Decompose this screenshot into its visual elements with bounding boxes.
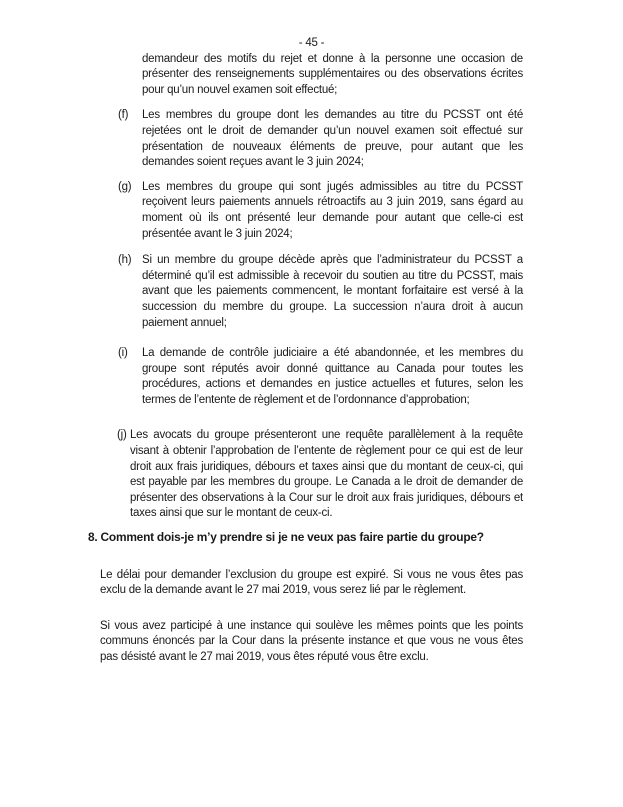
- paragraph-other-proceeding: Si vous avez participé à une instance qui soulève les mêmes points que les points communs énoncés par la Cour dans la présente instance et que vous ne vous êtes pas désisté avant le 27 mai 2019, vous êtes réputé vous être exclu.: [100, 619, 523, 663]
- list-item-label: (g): [118, 180, 132, 193]
- list-item-label: (i): [118, 347, 128, 360]
- list-item-text: Si un membre du groupe décède après que l’administrateur du PCSST a déterminé qu’il est admissible à recevoir du soutien au titre du PCSST, mais avant que les paiements commencent, le montant forfaitaire est versé à la succession du membre du groupe. La succession n’aura droit à aucun paiement annuel;: [142, 254, 523, 329]
- paragraph-exclusion-deadline: Le délai pour demander l’exclusion du groupe est expiré. Si vous ne vous êtes pas exclu de la demande avant le 27 mai 2019, vous serez lié par le règlement.: [100, 568, 523, 597]
- list-item-text: Les membres du groupe qui sont jugés admissibles au titre du PCSST reçoivent leurs paiements annuels rétroactifs au 3 juin 2019, sans égard au moment où ils ont présenté leur demande pour autant que celle-ci est présentée avant le 3 juin 2024;: [142, 180, 523, 240]
- list-item-h: [100, 253, 523, 331]
- list-item-j: [100, 428, 523, 522]
- section-heading: 8. Comment dois-je m’y prendre si je ne veux pas faire partie du groupe?: [88, 530, 484, 545]
- page-number: - 45 -: [298, 37, 325, 49]
- list-item-g: [100, 180, 523, 242]
- list-item-label: (h): [118, 254, 132, 267]
- list-item-text: La demande de contrôle judiciaire a été abandonnée, et les membres du groupe sont réputés avoir donné quittance au Canada pour toutes les procédures, actions et demandes en justice actuelles et futures, selon les termes de l’entente de règlement et de l’ordonnance d’approbation;: [142, 347, 523, 406]
- list-item-label: (f): [118, 109, 129, 122]
- list-item-f: [100, 108, 523, 170]
- list-item-label: (j): [117, 429, 127, 442]
- list-item-text: Les membres du groupe dont les demandes au titre du PCSST ont été rejetées ont le droit de demander qu’un nouvel examen soit effectué sur présentation de nouveaux éléments de preuve, pour autant que les demandes soient reçues avant le 3 juin 2024;: [142, 109, 523, 169]
- list-item-text: Les avocats du groupe présenteront une requête parallèlement à la requête visant à obtenir l’approbation de l’entente de règlement pour ce qui est de leur droit aux frais juridiques, débours et taxes ainsi que du montant de ceux-ci, qui est payable par les membres du groupe. Le Canada a le droit de demander de présenter des observations à la Cour sur le droit aux frais juridiques, débours et taxes ainsi que sur le montant de ceux-ci.: [130, 429, 523, 520]
- list-item-i: [100, 346, 523, 408]
- intro-paragraph: demandeur des motifs du rejet et donne à la personne une occasion de présenter des renseignements supplémentaires ou des observations écrites pour qu’un nouvel examen soit effectué;: [142, 52, 523, 96]
